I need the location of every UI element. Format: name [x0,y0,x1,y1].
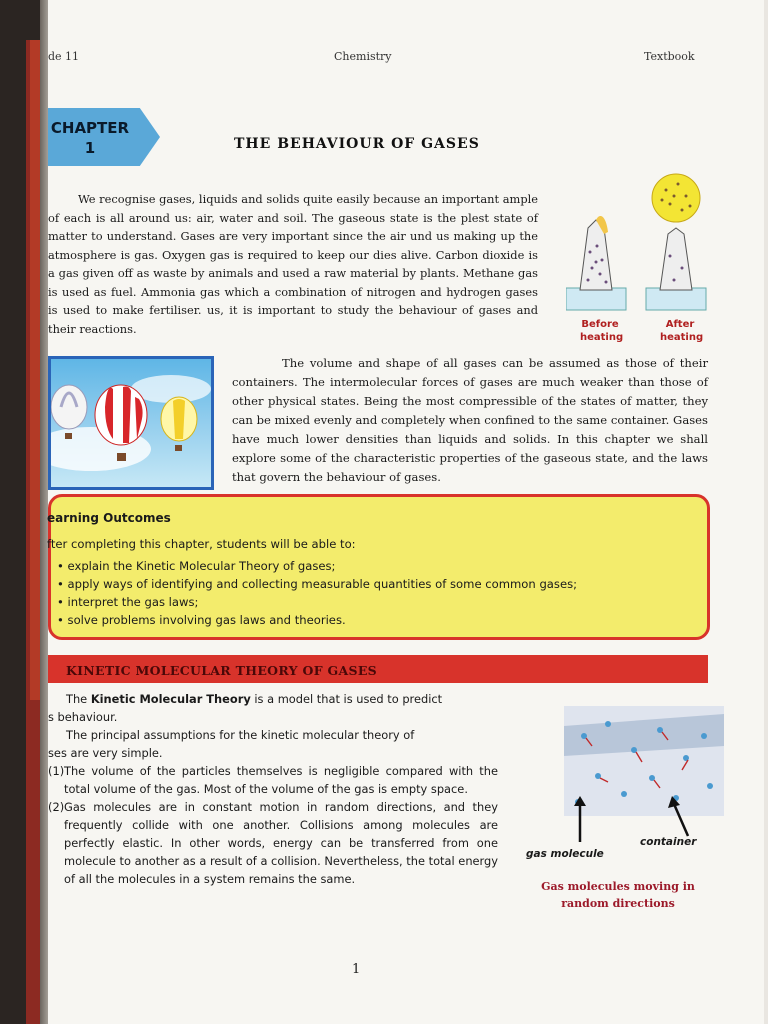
header-book: Textbook [644,50,695,63]
assumption-1-number: (1) [48,764,65,778]
learning-outcome-text: explain the Kinetic Molecular Theory of gases; [67,559,336,573]
kmt-paragraph-1-line2: s behaviour. [48,710,118,724]
page-number: 1 [352,962,361,977]
gas-figure-caption: Gas molecules moving in random directions [541,880,695,910]
learning-outcomes-box [48,494,710,640]
learning-outcome-item: • apply ways of identifying and collecting measurable quantities of some common gases; [57,577,578,591]
learning-outcomes-title: earning Outcomes [47,511,171,525]
chapter-label [48,118,132,158]
assumption-2-number: (2) [48,800,65,814]
container-label: container [640,836,697,848]
assumption-2 [48,798,498,888]
assumption-1 [48,762,498,798]
learning-outcomes-list [57,557,577,629]
kmt-paragraph-1 [48,690,498,708]
header-grade: de 11 [48,50,80,63]
learning-outcome-item: • interpret the gas laws; [57,595,199,609]
learning-outcome-text: solve problems involving gas laws and theories. [67,613,346,627]
kmt-term: Kinetic Molecular Theory [90,692,251,706]
kmt-body-text [48,690,498,888]
intro-paragraph [48,190,538,338]
gas-properties-text: The volume and shape of all gases can be assumed as those of their containers. The intermolecular forces of gases are much weaker than those of other physical states. Being the most compressible of the states of matter, they can be mixed evenly and completely when confined to the same container. Gases have much lower densities than liquids and solids. In this chapter we shall explore some of the characteristic properties of the gaseous state, and the laws that govern the behaviour of gases. [232,356,708,484]
kmt-p1-post: is a model that is used to predict [250,692,443,706]
heating-word-2: heating [660,332,704,343]
gas-properties-paragraph [232,354,708,487]
learning-outcome-item: • explain the Kinetic Molecular Theory of gases; [57,559,336,573]
section-heading-bar [48,655,708,683]
assumption-2-text: Gas molecules are in constant motion in random directions, and they frequently collide with one another. Collisions among molecules are perfectly elastic. In other words, energy can be transferred from one molecule to another as a result of a collision. Nevertheless, the total energy of all the molecules in a system remains the same. [64,800,498,886]
kmt-paragraph-2-line2: ses are very simple. [48,746,163,760]
learning-outcomes-intro: fter completing this chapter, students will be able to: [47,537,356,551]
textbook-page [48,0,764,1024]
learning-outcome-item: • solve problems involving gas laws and theories. [57,613,346,627]
after-word: After [665,319,695,330]
chapter-word: CHAPTER [50,119,130,137]
assumption-1-text: The volume of the particles themselves is negligible compared with the total volume of the gas. Most of the volume of the gas is empty space. [64,764,498,796]
intro-text: We recognise gases, liquids and solids quite easily because an important ample of each is all around us: air, water and soil. The gaseous state is the plest state of matter to understand. Gases are very important since the air und us making up the atmosphere is gas. Oxygen gas is required to keep our dies alive. Carbon dioxide is a gas given off as waste by animals and used a raw material by plants. Methane gas is used as fuel. Ammonia gas which a combination of nitrogen and hydrogen gases is used to make fertiliser. us, it is important to study the behaviour of gases and their reactions. [48,192,538,336]
header-subject: Chemistry [334,50,392,63]
section-title: KINETIC MOLECULAR THEORY OF GASES [66,663,378,678]
heating-word: heating [580,332,624,343]
balloons-illustration [51,359,211,487]
learning-outcome-text: interpret the gas laws; [67,595,199,609]
hot-air-balloons-image [48,356,214,490]
after-heating-caption [660,318,704,344]
kmt-p1-pre: The [66,692,91,706]
kmt-paragraph-2: The principal assumptions for the kinetic molecular theory of [66,728,415,742]
heating-balloon-figure [566,172,726,352]
before-word: Before [581,319,619,330]
chapter-title: THE BEHAVIOUR OF GASES [234,136,480,152]
chapter-number: 1 [84,139,96,157]
before-heating-caption [580,318,624,344]
gas-molecule-label: gas molecule [526,848,604,860]
learning-outcome-text: apply ways of identifying and collecting measurable quantities of some common gases; [67,577,578,591]
